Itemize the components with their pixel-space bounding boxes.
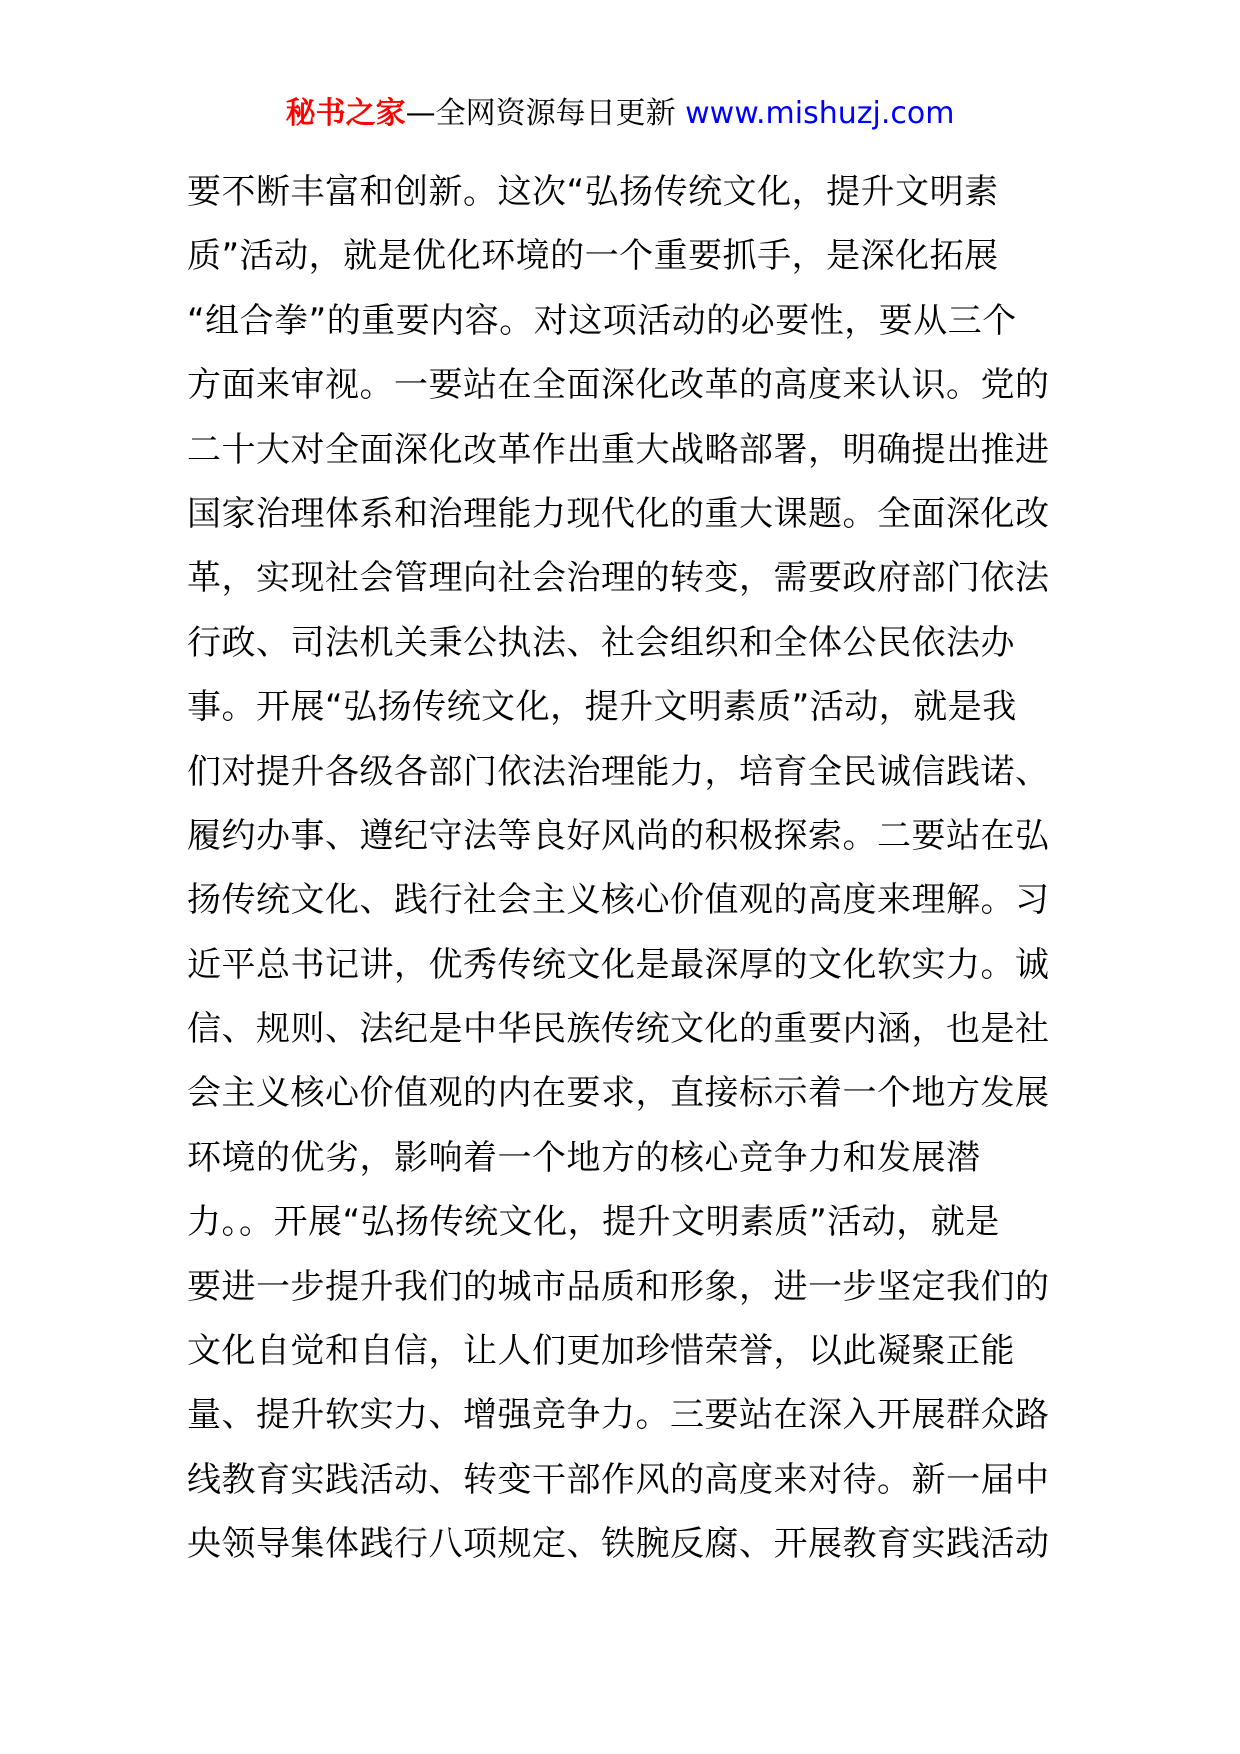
header-tagline: —全网资源每日更新 (405, 96, 676, 131)
brand-name: 秘书之家 (285, 96, 406, 131)
text-line: 信、规则、法纪是中华民族传统文化的重要内涵，也是社 (187, 1009, 1050, 1050)
text-line: 会主义核心价值观的内在要求，直接标示着一个地方发展 (187, 1073, 1050, 1114)
text-line: 们对提升各级各部门依法治理能力，培育全民诚信践诺、 (187, 751, 1050, 792)
text-line: 要不断丰富和创新。这次“弘扬传统文化，提升文明素 (187, 172, 999, 212)
text-line: 环境的优劣，影响着一个地方的核心竞争力和发展潜 (187, 1137, 981, 1178)
text-line: 国家治理体系和治理能力现代化的重大课题。全面深化改 (187, 493, 1050, 534)
page-header (0, 94, 1240, 134)
text-line: 扬传统文化、践行社会主义核心价值观的高度来理解。习 (187, 880, 1050, 921)
text-line: 履约办事、遵纪守法等良好风尚的积极探索。二要站在弘 (187, 815, 1050, 856)
text-line: 行政、司法机关秉公执法、社会组织和全体公民依法办 (187, 622, 1015, 663)
text-line: 革，实现社会管理向社会治理的转变，需要政府部门依法 (187, 558, 1050, 599)
text-line: 文化自觉和自信，让人们更加珍惜荣誉，以此凝聚正能 (187, 1331, 1015, 1372)
text-line: 力。。开展“弘扬传统文化，提升文明素质”活动，就是 (187, 1202, 1000, 1243)
text-line: 二十大对全面深化改革作出重大战略部署，明确提出推进 (187, 429, 1050, 470)
text-line: 质”活动，就是优化环境的一个重要抓手，是深化拓展 (187, 236, 999, 277)
text-line: 方面来审视。一要站在全面深化改革的高度来认识。党的 (187, 365, 1050, 406)
text-line: “组合拳”的重要内容。对这项活动的必要性，要从三个 (187, 300, 1017, 341)
text-line: 要进一步提升我们的城市品质和形象，进一步坚定我们的 (187, 1266, 1050, 1307)
document-body (187, 160, 1057, 1577)
text-line: 事。开展“弘扬传统文化，提升文明素质”活动，就是我 (187, 687, 1017, 728)
text-line: 近平总书记讲，优秀传统文化是最深厚的文化软实力。诚 (187, 944, 1050, 985)
text-line: 量、提升软实力、增强竞争力。三要站在深入开展群众路 (187, 1395, 1050, 1436)
site-url-link[interactable]: www.mishuzj.com (685, 96, 955, 131)
text-line: 央领导集体践行八项规定、铁腕反腐、开展教育实践活动 (187, 1524, 1050, 1565)
text-line: 线教育实践活动、转变干部作风的高度来对待。新一届中 (187, 1459, 1050, 1500)
